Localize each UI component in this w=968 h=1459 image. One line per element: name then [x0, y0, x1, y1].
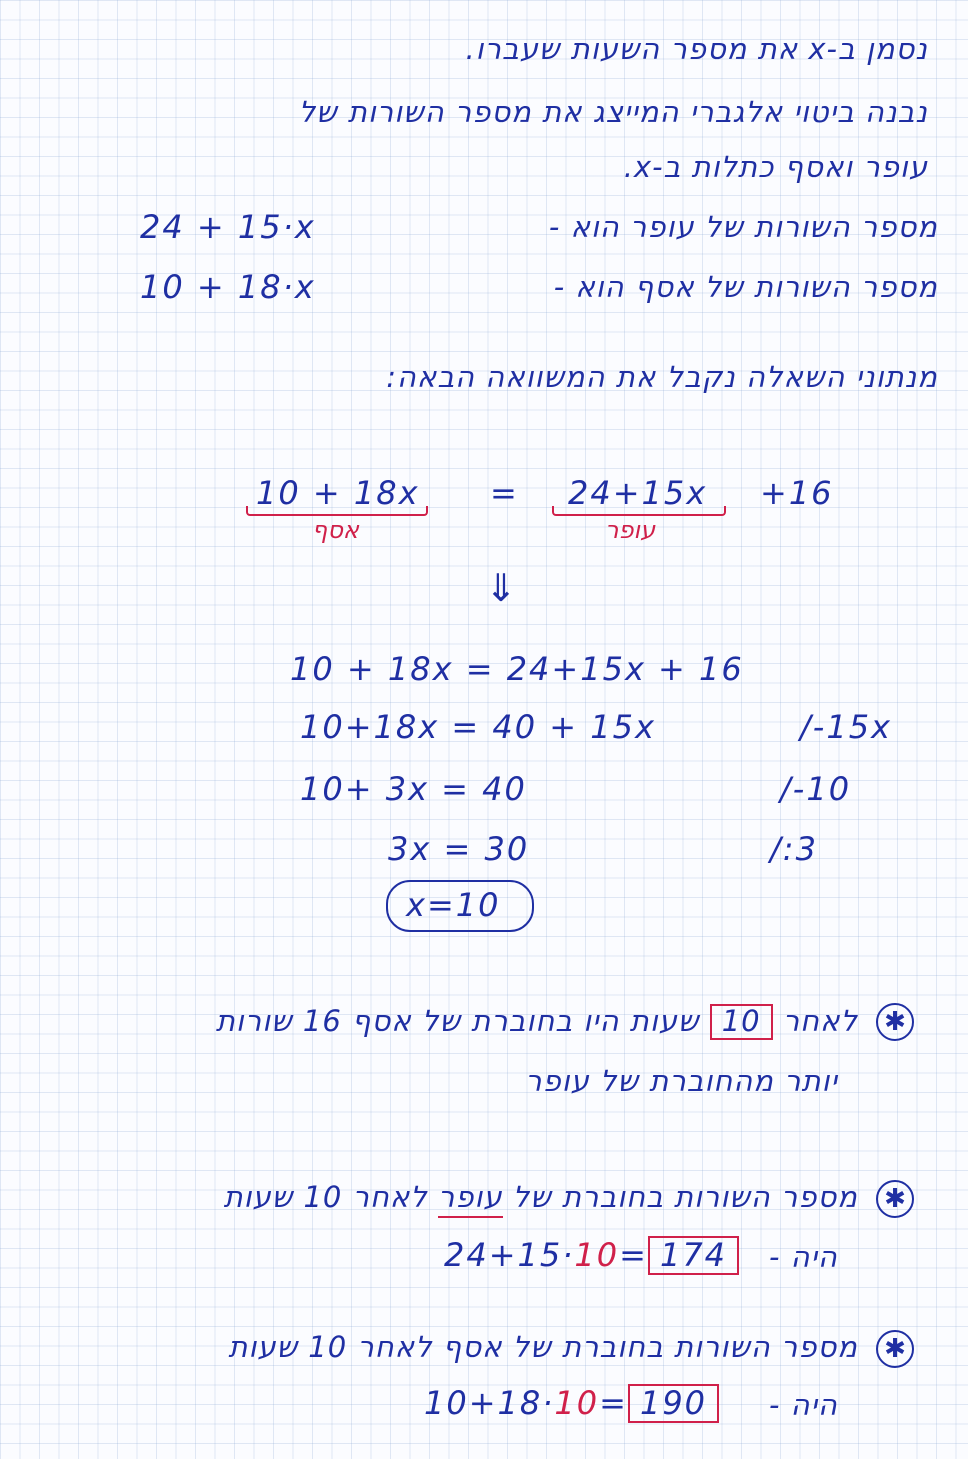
expression-label-asaf: מספר השורות של אסף הוא - [553, 270, 938, 304]
expression-asaf: 10 + 18·x [140, 268, 316, 306]
down-arrow-icon: ⇓ [485, 566, 517, 610]
bullet-1-icon: ✱ [876, 1003, 914, 1041]
conclusion-3-result: 190 [628, 1384, 719, 1423]
main-eq-left: 10 + 18x [256, 474, 420, 512]
step-3-operation: /-10 [780, 770, 852, 808]
step-3-equation: 10+ 3x = 40 [300, 770, 527, 808]
step-4-operation: /:3 [770, 830, 818, 868]
step-1-equation: 10 + 18x = 24+15x + 16 [290, 650, 744, 688]
conclusion-3-line-1: מספר השורות בחוברת של אסף לאחר 10 שעות [228, 1330, 858, 1364]
ofer-brace [552, 506, 726, 516]
conclusion-1-line-1 [216, 1004, 858, 1040]
conclusion-2-underlined: עופר [438, 1180, 503, 1218]
conclusion-2-line-2-label: היה - [768, 1240, 838, 1274]
conclusion-2-calc-prefix: 24+15· [444, 1236, 575, 1274]
intro-line-3: עופר ואסף כתלות ב-x. [623, 150, 928, 184]
expression-ofer: 24 + 15·x [140, 208, 316, 246]
bullet-2-icon: ✱ [876, 1180, 914, 1218]
conclusion-2-line-1 [224, 1180, 858, 1214]
step-2-equation: 10+18x = 40 + 15x [300, 708, 656, 746]
main-eq-plus16: +16 [760, 474, 834, 512]
intro-line-2: נבנה ביטוי אלגברי המייצג את מספר השורות של [298, 95, 928, 129]
main-eq-equals: = [490, 474, 519, 512]
main-eq-right: 24+15x [568, 474, 708, 512]
conclusion-2-part-1: מספר השורות בחוברת של [512, 1180, 858, 1214]
conclusion-2-calculation [444, 1236, 739, 1275]
solution: x=10 [406, 886, 501, 924]
asaf-brace [246, 506, 428, 516]
conclusion-3-calculation [424, 1384, 719, 1423]
conclusion-2-result: 174 [648, 1236, 739, 1275]
expression-label-ofer: מספר השורות של עופר הוא - [548, 210, 938, 244]
conclusion-1-before: לאחר [782, 1004, 858, 1038]
setup-text: מנתוני השאלה נקבל את המשוואה הבאה: [386, 360, 938, 394]
ofer-label: עופר [605, 516, 656, 544]
conclusion-3-calc-eq: = [599, 1384, 628, 1422]
conclusion-3-line-2-label: היה - [768, 1388, 838, 1422]
conclusion-2-part-2: לאחר 10 שעות [223, 1180, 428, 1214]
conclusion-1-boxed-value: 10 [710, 1004, 773, 1040]
conclusion-1-after: שעות היו בחוברת של אסף 16 שורות [215, 1004, 700, 1038]
step-4-equation: 3x = 30 [388, 830, 530, 868]
conclusion-2-calc-eq: = [619, 1236, 648, 1274]
intro-line-1: נסמן ב-x את מספר השעות שעברו. [465, 32, 928, 66]
conclusion-2-calc-red: 10 [574, 1236, 620, 1274]
bullet-3-icon: ✱ [876, 1330, 914, 1368]
asaf-label: אסף [312, 516, 359, 544]
conclusion-1-line-2: יותר מהחוברת של עופר [525, 1064, 838, 1098]
step-2-operation: /-15x [800, 708, 892, 746]
conclusion-3-calc-red: 10 [554, 1384, 600, 1422]
conclusion-3-calc-prefix: 10+18· [424, 1384, 555, 1422]
